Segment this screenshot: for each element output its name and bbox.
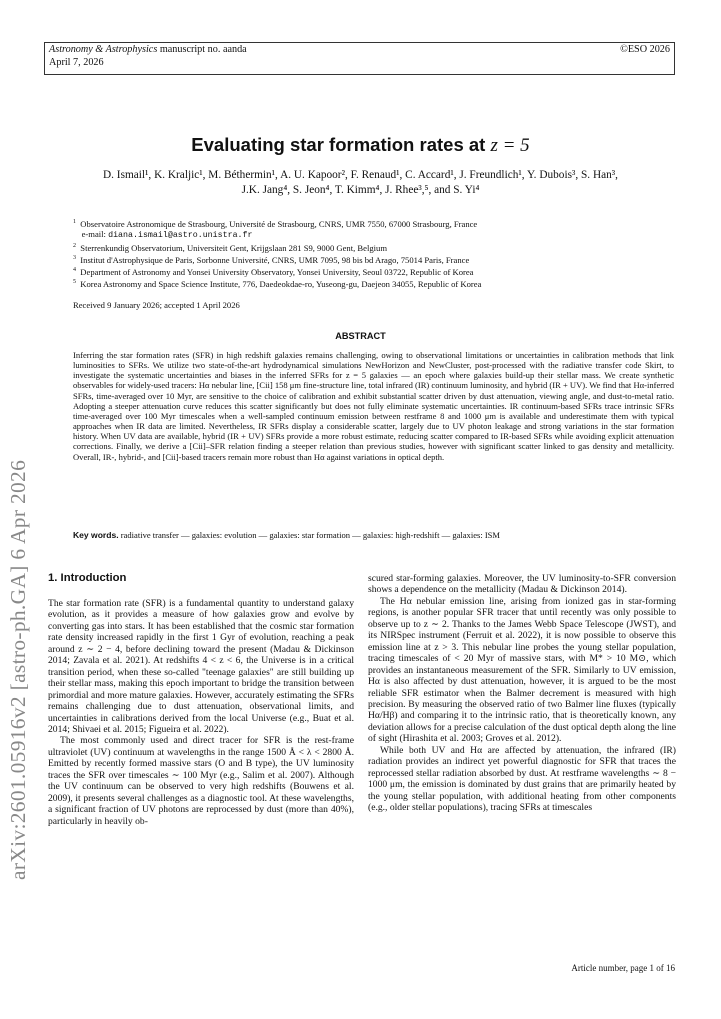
affiliation-4: $^4$ Department of Astronomy and Yonsei University Observatory, Yonsei University, Seoul 03722, Republic of Korea [73, 266, 474, 277]
journal-line [49, 44, 247, 55]
left-column [48, 598, 354, 827]
received-dates: Received 9 January 2026; accepted 1 April 2026 [73, 300, 240, 310]
abstract-heading: ABSTRACT [335, 331, 386, 341]
affiliation-3: $^3$ Institut d'Astrophysique de Paris, Sorbonne Université, CNRS, UMR 7095, 98 bis bd Arago, 75014 Paris, France [73, 254, 470, 265]
keywords [73, 530, 674, 540]
paragraph: The star formation rate (SFR) is a fundamental quantity to understand galaxy evolution, as it provides a measure of how galaxies grow and evolve by converting gas into stars. It has been established that the cosmic star formation rate density increased rapidly in the first 1 Gyr of evolution, reaching a peak around z ∼ 2 − 4, before declining toward the present (Madau & Dickinson 2014; Zavala et al. 2021). At redshifts 4 < z < 6, the Universe is in a critical transition period, when these so-called "teenage galaxies" are still building up their stellar mass, making this epoch important to bridge the transition between primordial and more mature galaxies. However, accurately estimating the SFRs remains challenging due to dust attenuation, observational limits, and uncertainties in calibrations derived from the local Universe (e.g., Buat et al. 2014; Shivaei et al. 2015; Figueira et al. 2022). [48, 598, 354, 735]
keywords-label: Key words. [73, 530, 119, 540]
page-footer: Article number, page 1 of 16 [571, 963, 675, 973]
paper-title [0, 134, 721, 157]
copyright: ©ESO 2026 [620, 44, 670, 55]
abstract-text: Inferring the star formation rates (SFR) in high redshift galaxies remains challenging, owing to observational limitations or uncertainties in calibration methods that link luminosities to SFRs. We utilize two state-of-the-art hydrodynamical simulations NewHorizon and NewCluster, post-processed with the radiative transfer code Skirt, to investigate the systematic uncertainties and biases in the inferred SFRs for z = 5 galaxies — an epoch where galaxies build-up their stellar mass. We create synthetic observables for widely-used tracers: Hα nebular line, [Cii] 158 μm fine-structure line, total infrared (IR) continuum luminosity, and hybrid (IR + UV). We find that Hα-inferred SFRs, time-averaged over 10 Myr, are sensitive to the choice of calibration and exhibit substantial scatter driven by dust attenuation, viewing angle, and dust-to-metal ratio. Adopting a steeper attenuation curve reduces this scatter significantly but does not fully eliminate systematic uncertainties. IR continuum-based SFRs trace intrinsic SFRs time-averaged over 100 Myr timescales when a well-sampled continuum emission between restframe 8 and 1000 μm is available and underestimate them with typical approaches when IR data are limited. Nevertheless, IR SFRs display a considerable scatter, largely due to UV photon leakage and strong variations in the star formation history. When UV data are available, hybrid (IR + UV) SFRs provide a more robust estimate, reducing scatter compared to IR-based SFRs while avoiding explicit attenuation corrections. Finally, we derive a [Cii]–SFR relation finding a steeper relation than previous studies, however with significant scatter linked to gas density and metallicity. Overall, IR-, hybrid-, and [Cii]-based tracers remain more robust than Hα against variations in optical depth. [73, 350, 674, 462]
title-text: Evaluating star formation rates at [191, 134, 491, 155]
affiliations [73, 217, 683, 289]
author-line-1: D. Ismail¹, K. Kraljic¹, M. Béthermin¹, A. U. Kapoor², F. Renaud¹, C. Accard¹, J. Freundlich¹, Y. Dubois³, S. Han³, [103, 169, 618, 181]
section-heading: 1. Introduction [48, 572, 127, 584]
paragraph: While both UV and Hα are affected by attenuation, the infrared (IR) radiation provides an indirect yet powerful diagnostic for SFR that traces the reprocessed stellar radiation absorbed by dust. At restframe wavelengths ∼ 8 − 1000 μm, the emission is dominated by dust grains that are primarily heated by the young stellar population, with additional heating from other components (e.g., older stellar populations), tracing SFRs at timescales [368, 744, 676, 814]
title-math: z = 5 [490, 135, 530, 156]
manuscript-label: manuscript no. aanda [157, 44, 247, 55]
paragraph: scured star-forming galaxies. Moreover, the UV luminosity-to-SFR conversion shows a dependence on the metallicity (Madau & Dickinson 2014). [368, 573, 676, 596]
author-line-2: J.K. Jang⁴, S. Jeon⁴, T. Kimm⁴, J. Rhee³,⁵, and S. Yi⁴ [241, 183, 480, 196]
author-list [48, 168, 673, 197]
paragraph: The most commonly used and direct tracer for SFR is the rest-frame ultraviolet (UV) continuum at wavelengths in the range 1500 Å < λ < 2800 Å. Emitted by recently formed massive stars (O and B type), the UV luminosity traces the SFR over timescales ∼ 100 Myr (e.g., Salim et al. 2007). Although the UV continuum can be observed to very high redshifts (Bouwens et al. 2009), it presents several challenges as a diagnostic tool. At these wavelengths, a significant fraction of UV photons are reprocessed by dust (more than 40%), particularly in heavily ob- [48, 735, 354, 827]
paragraph: The Hα nebular emission line, arising from ionized gas in star-forming regions, is another popular SFR tracer that until recently was only possible to observe up to z ∼ 2. Thanks to the James Webb Space Telescope (JWST), and its NIRSpec instrument (Ferruit et al. 2022), it is now possible to observe this emission line at z > 3. This nebular line probes the young stellar population, tracing timescales of < 20 Myr of massive stars, with M* > 10 M⊙, which provides an instantaneous measurement of the SFR. Similarly to UV emission, Hα is also affected by dust attenuation, however, it is argued to be the most reliable SFR estimator when the Balmer decrement is measured with high precision. By measuring the observed ratio of two Balmer line fluxes (typically Hα/Hβ) and comparing it to the intrinsic ratio, that is theoretically known, any deviation allows for a precise calculation of the dust optical depth along the line of sight (Hirashita et al. 2003; Groves et al. 2012). [368, 595, 676, 745]
email-link[interactable]: diana.ismail@astro.unistra.fr [108, 230, 253, 240]
affiliation-2: $^2$ Sterrenkundig Observatorium, Universiteit Gent, Krijgslaan 281 S9, 9000 Gent, Belgium [73, 242, 387, 253]
affiliation-email: e-mail: diana.ismail@astro.unistra.fr [81, 228, 253, 240]
journal-name: Astronomy & Astrophysics [49, 44, 158, 55]
header-date: April 7, 2026 [49, 57, 104, 68]
affiliation-5: $^5$ Korea Astronomy and Space Science Institute, 776, Daedeokdae-ro, Yuseong-gu, Daejeon 34055, Republic of Korea [73, 278, 482, 289]
keywords-text: radiative transfer — galaxies: evolution — galaxies: star formation — galaxies: high-redshift — galaxies: ISM [118, 530, 501, 540]
arxiv-stamp[interactable]: arXiv:2601.05916v2 [astro-ph.GA] 6 Apr 2026 [6, 459, 30, 880]
affiliation-1: $^1$ Observatoire Astronomique de Strasbourg, Université de Strasbourg, CNRS, UMR 7550, 67000 Strasbourg, France [73, 218, 478, 229]
right-column [368, 573, 676, 814]
